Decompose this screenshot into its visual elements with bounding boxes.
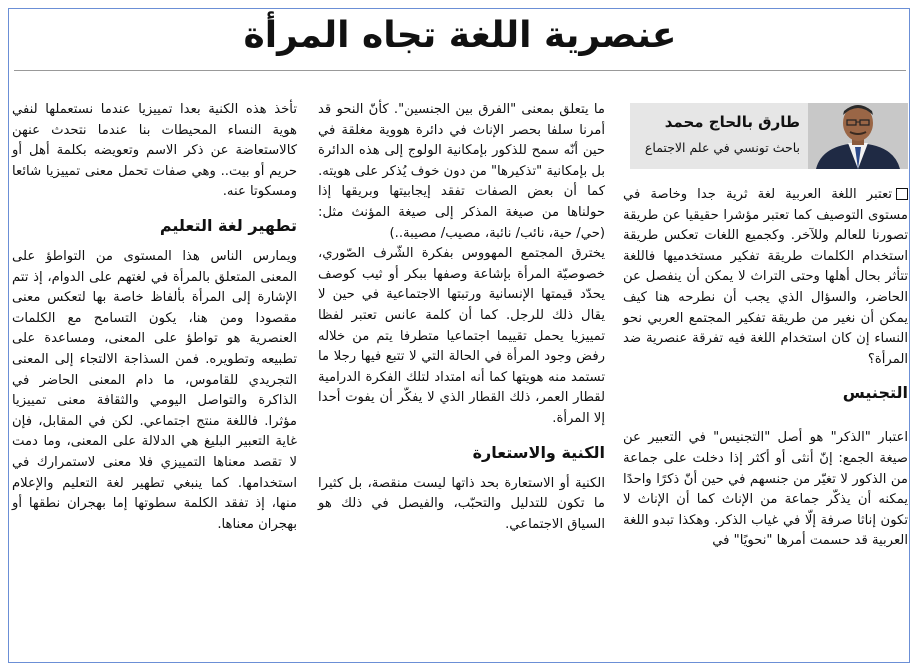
section-heading: تطهير لغة التعليم	[159, 215, 297, 235]
paragraph: تأخذ هذه الكنية بعدا تمييزيا عندما نستعملها لنفي هوية النساء المحيطات بنا عندما نتحدث عنهن كالاستعاضة عن ذكر الاسم وتعويضه بكلمة أهل أو حريم أو بيت.. وهي صفات تحمل معنى تمييزيا شائعا ومسكوتا عنه.	[12, 102, 297, 200]
spacer	[623, 414, 908, 428]
paragraph: يخترق المجتمع المهووس بفكرة الشّرف الصّوري، خصوصيّة المرأة بإشاعة وصفها ببكر أو ثيب كوصف يحدّد قيمتها الإنسانية ورتبتها الاجتماعية في حين لا يقال ذلك للرجل. كما أن كلمة عانس تعتبر لفظا تمييزيا يحمل تقييما اجتماعيا متطرفا يتم من خلاله رفض وجود المرأة في الحالة التي لا تتبع فيها رجلا ما تستمد منه هويتها كما أنه امتداد لتلك الفكرة الدرامية لقطار العمر، ذلك القطار الذي لا يفكّر أن يفوت أحدا إلا المرأة.	[318, 246, 605, 426]
column-3	[12, 100, 297, 535]
paragraph: الكنية أو الاستعارة بحد ذاتها ليست منقصة، بل كثيرا ما تكون للتدليل والتحبّب، والفيصل في ذلك هو السياق الاجتماعي.	[318, 475, 605, 532]
paragraph: ويمارس الناس هذا المستوى من التواطؤ على المعنى المتعلق بالمرأة في لغتهم على الدوام، إذ تتم الإشارة إلى المرأة بألفاظ خاصة بها لتعكس معنى مقصودا ومن هنا، يكون التسامح مع الكلمات العنصرية هو تواطؤ على المعنى، ومساعدة على تطبيعه وتطويره. فمن السذاجة الالتجاء إلى المعنى التجريدي للقاموس، ما دام المعنى الحاضر في الذاكرة والتواصل اليومي والثقافة معنى تمييزيا مؤثرا. فاللغة منتج اجتماعي. لكن في المقابل، فإن غاية التعبير البليغ هي الدلالة على المعنى، وما دمت لا تقصد معناها التمييزي فلا معنى لاستمرارك في استخدامها. كما ينبغي تطهير لغة التعليم والإعلام منها، إذ تفقد الكلمة سطوتها إما بهجران نطقها أو بهجران معناها.	[12, 248, 297, 532]
paragraph	[623, 185, 908, 370]
paragraph-text: تعتبر اللغة العربية لغة ثرية جدا وخاصة في مستوى التوصيف كما تعتبر مؤشرا حقيقيا عن طريقة تصورنا للعالم وللآخر. وكجميع اللغات تعكس طريقة استخدام الكلمات طريقة تفكير مستخدميها فاللغة تتأثر بحال أهلها وحتى التراث لا يمكن أن ينفصل عن الحاضر، والسؤال الذي يجب أن نطرحه هنا كيف يمكن أن نغير من طريقة تفكير المجتمع العربي نحو النساء إن كان استخدام اللغة فيه تفرقة عنصرية ضد المرأة؟	[623, 187, 908, 367]
author-name: طارق بالحاج محمد	[664, 113, 800, 131]
paragraph: كما أن بعض الصفات تفقد إيجابيتها وبريقها إذا حولناها من صيغة المذكر إلى صيغة المؤنث مثل: (حي/ حية، نائب/ نائبة، مصيب/ مصيبة..)	[318, 184, 605, 241]
paragraph: ما يتعلق بمعنى "الفرق بين الجنسين". كأنّ النحو قد أمرنا سلفا بحصر الإناث في دائرة هووية مغلقة في حين أنّه سمح للذكور بإمكانية الولوج إلى هذه الدائرة بل بإمكانية "تذكيرها" من دون خوف يُذكر على هويته.	[318, 102, 605, 179]
column-1	[623, 185, 908, 552]
article-headline: عنصرية اللغة تجاه المرأة	[243, 15, 677, 56]
paragraph: اعتبار "الذكر" هو أصل "التجنيس" في التعبير عن صيغة الجمع: إنّ أنثى أو أكثر إذا دخلت على جماعة من الذكور لا تغيّر من جنسهم في حين أنّ ذكرًا واحدًا يمكنه أن يذكّر جماعة من الإناث كما أن الإناث لا تكون إناثا صرفة إلّا في غياب الذكر. وهكذا تبدو اللغة العربية قد حسمت أمرها "نحويًا" في	[623, 430, 908, 549]
author-box	[630, 103, 908, 169]
checkbox-bullet-icon	[896, 188, 908, 200]
headline-divider	[14, 70, 906, 71]
column-2	[318, 100, 605, 535]
section-heading: الكنية والاستعارة	[472, 442, 605, 462]
section-heading: التجنيس	[842, 383, 908, 403]
author-role: باحث تونسي في علم الاجتماع	[644, 140, 800, 155]
author-photo	[808, 103, 908, 169]
